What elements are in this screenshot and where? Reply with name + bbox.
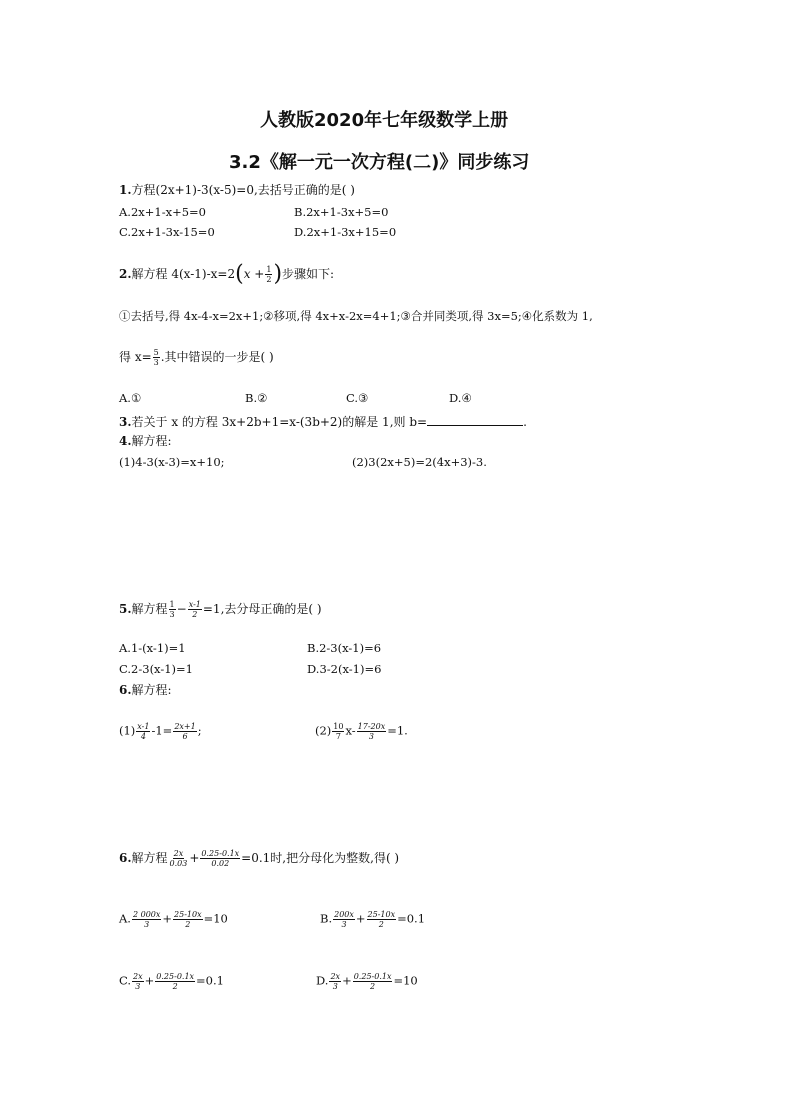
fraction-numerator: 25-10x — [367, 910, 396, 919]
question-text: 解方程 — [131, 602, 168, 616]
fraction-denominator: 7 — [335, 732, 341, 741]
plus-sign: + — [144, 973, 155, 988]
question-2-stem — [119, 261, 335, 287]
question-number: 5. — [119, 602, 132, 616]
fraction — [200, 849, 240, 868]
formula-term: -1= — [151, 723, 173, 738]
question-number: 6. — [119, 851, 132, 865]
question-text: 解方程 — [131, 851, 168, 865]
fraction-denominator: 3 — [153, 358, 159, 367]
fraction — [188, 600, 202, 619]
formula-term: =10 — [203, 911, 228, 926]
question-text: =1,去分母正确的是( ) — [202, 602, 322, 616]
fraction — [329, 972, 341, 991]
q5-option-b: B.2-3(x-1)=6 — [307, 641, 382, 655]
fraction — [155, 972, 195, 991]
q6-part-1 — [119, 722, 202, 741]
fraction-denominator: 3 — [341, 920, 347, 929]
question-text: .其中错误的一步是( ) — [160, 350, 274, 364]
question-text: 解方程: — [131, 683, 172, 697]
question-number: 6. — [119, 683, 132, 697]
fraction-numerator: 10 — [333, 722, 344, 731]
question-text: =0.1时,把分母化为整数,得( ) — [241, 851, 400, 865]
fraction-denominator: 2 — [185, 920, 191, 929]
fraction-numerator: 0.25-0.1x — [201, 849, 240, 858]
open-paren: ( — [235, 261, 244, 287]
question-text: 解方程 4(x-1)-x=2 — [131, 267, 236, 281]
question-text: 得 x= — [119, 350, 152, 364]
fraction-denominator: 4 — [140, 732, 146, 741]
formula-term: =0.1 — [397, 911, 426, 926]
question-number: 2. — [119, 267, 132, 281]
plus-sign: + — [342, 973, 352, 988]
fraction — [333, 910, 355, 929]
fraction-numerator: 2x — [330, 972, 341, 981]
q6b-option-d — [316, 972, 418, 991]
fraction-denominator: 3 — [169, 610, 175, 619]
fraction-numerator: x-1 — [188, 600, 201, 609]
fraction — [357, 722, 387, 741]
fraction-denominator: 2 — [266, 275, 272, 284]
fraction-numerator: 1 — [169, 600, 175, 609]
fraction — [153, 348, 160, 367]
fraction-denominator: 3 — [144, 920, 150, 929]
fraction-numerator: 0.25-0.1x — [353, 972, 392, 981]
fraction-numerator: 2x — [133, 972, 143, 981]
q4-part-2: (2)3(2x+5)=2(4x+3)-3. — [352, 455, 487, 469]
fraction — [367, 910, 397, 929]
plus-sign: + — [355, 911, 366, 926]
fraction — [136, 722, 150, 741]
fraction-denominator: 2 — [172, 982, 178, 991]
fraction-numerator: 200x — [334, 910, 354, 919]
formula-term: x + — [243, 267, 265, 281]
fraction-numerator: 2x — [173, 849, 184, 858]
question-5-stem — [119, 600, 322, 619]
q6b-option-b — [320, 910, 425, 929]
fraction-denominator: 2 — [378, 920, 384, 929]
question-text: 方程(2x+1)-3(x-5)=0,去括号正确的是( ) — [131, 183, 355, 197]
option-label: D. — [316, 973, 329, 988]
question-1-stem — [119, 183, 355, 197]
fraction-denominator: 3 — [368, 732, 374, 741]
q1-option-d: D.2x+1-3x+15=0 — [294, 225, 397, 239]
q2-answer-line — [119, 348, 274, 367]
fraction-numerator: 5 — [153, 348, 159, 357]
plus-sign: + — [189, 851, 200, 865]
fraction — [173, 910, 203, 929]
q6-part-2 — [315, 722, 408, 741]
q1-option-b: B.2x+1-3x+5=0 — [294, 205, 389, 219]
fraction-denominator: 6 — [182, 732, 188, 741]
fraction — [265, 265, 272, 284]
formula-term: =1. — [387, 723, 408, 738]
fraction — [132, 972, 144, 991]
question-6-stem — [119, 683, 172, 697]
option-label: A. — [119, 911, 131, 926]
minus-sign: − — [176, 602, 187, 616]
question-4-stem — [119, 434, 172, 448]
fraction — [173, 722, 196, 741]
formula-term: =10 — [393, 973, 418, 988]
formula-term: x- — [345, 723, 356, 738]
fraction — [353, 972, 393, 991]
q5-option-a: A.1-(x-1)=1 — [119, 641, 186, 655]
q2-steps: ①去括号,得 4x-4-x=2x+1;②移项,得 4x+x-2x=4+1;③合并同类项,得 3x=5;④化系数为 1, — [119, 309, 593, 323]
page-subtitle: 3.2《解一元一次方程(二)》同步练习 — [229, 152, 530, 173]
fraction-numerator: x-1 — [137, 722, 150, 731]
question-number: 1. — [119, 183, 132, 197]
fraction-denominator: 3 — [135, 982, 141, 991]
q2-option-b: B.② — [245, 391, 268, 405]
fraction — [132, 910, 161, 929]
fraction-numerator: 0.25-0.1x — [156, 972, 195, 981]
fraction — [332, 722, 344, 741]
fraction-denominator: 2 — [192, 610, 198, 619]
fraction-numerator: 17-20x — [357, 722, 386, 731]
question-6b-stem — [119, 849, 399, 868]
question-text: 步骤如下: — [282, 267, 335, 281]
question-3-stem — [119, 414, 527, 429]
close-paren: ) — [273, 261, 283, 287]
q2-option-a: A.① — [119, 391, 142, 405]
option-label: C. — [119, 973, 132, 988]
formula-term: =0.1 — [196, 973, 224, 988]
page-title: 人教版2020年七年级数学上册 — [260, 110, 509, 131]
answer-blank[interactable] — [427, 414, 523, 426]
question-number: 3. — [119, 415, 132, 429]
fraction — [169, 849, 189, 868]
part-label: (2) — [315, 723, 332, 738]
q2-option-d: D.④ — [449, 391, 472, 405]
question-text: 若关于 x 的方程 3x+2b+1=x-(3b+2)的解是 1,则 b= — [131, 415, 428, 429]
option-label: B. — [320, 911, 333, 926]
fraction-numerator: 25-10x — [174, 910, 202, 919]
plus-sign: + — [162, 911, 173, 926]
q2-option-c: C.③ — [346, 391, 369, 405]
question-text: 解方程: — [131, 434, 172, 448]
q5-option-c: C.2-3(x-1)=1 — [119, 662, 193, 676]
q5-option-d: D.3-2(x-1)=6 — [307, 662, 382, 676]
fraction-numerator: 2 000x — [132, 910, 161, 919]
q6b-option-a — [119, 910, 228, 929]
fraction-numerator: 2x+1 — [174, 722, 196, 731]
fraction-denominator: 3 — [332, 982, 338, 991]
q1-option-a: A.2x+1-x+5=0 — [119, 205, 206, 219]
question-text: . — [523, 415, 527, 429]
q1-option-c: C.2x+1-3x-15=0 — [119, 225, 215, 239]
q6b-option-c — [119, 972, 224, 991]
fraction-numerator: 1 — [266, 265, 272, 274]
formula-term: ; — [197, 723, 202, 738]
q4-part-1: (1)4-3(x-3)=x+10; — [119, 455, 225, 469]
part-label: (1) — [119, 723, 136, 738]
fraction — [169, 600, 176, 619]
fraction-denominator: 0.03 — [169, 859, 188, 868]
question-number: 4. — [119, 434, 132, 448]
fraction-denominator: 2 — [370, 982, 376, 991]
fraction-denominator: 0.02 — [211, 859, 230, 868]
